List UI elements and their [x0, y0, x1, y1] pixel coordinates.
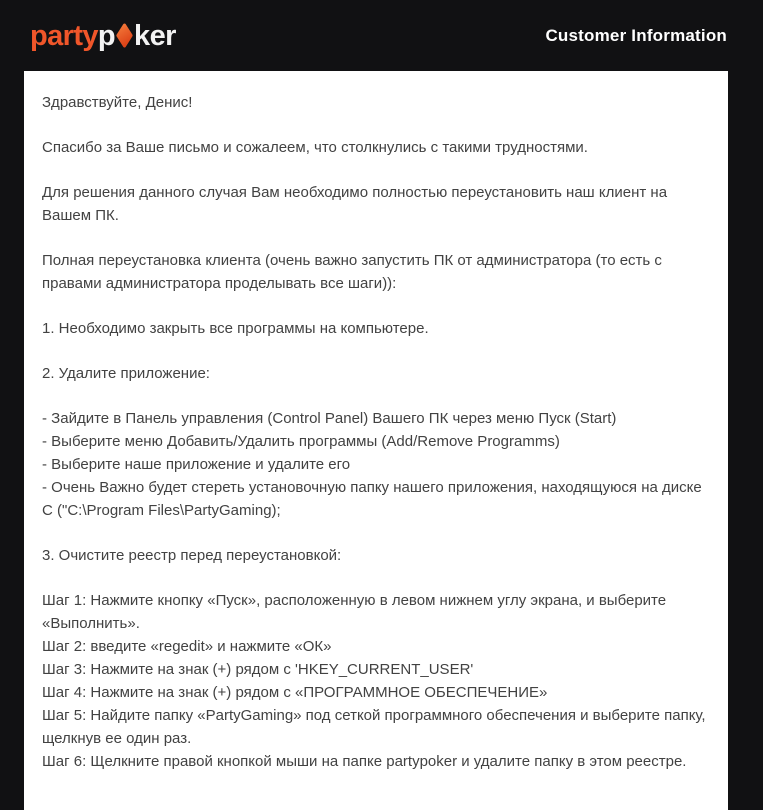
registry-step: Шаг 3: Нажмите на знак (+) рядом с 'HKEY_CURRENT_USER'	[42, 661, 474, 678]
message-card	[24, 71, 728, 810]
registry-step: Шаг 2: введите «regedit» и нажмите «ОК»	[42, 638, 332, 655]
paragraph-thanks: Спасибо за Ваше письмо и сожалеем, что столкнулись с такими трудностями.	[42, 139, 588, 156]
partypoker-logo[interactable]	[30, 20, 176, 51]
paragraph-solution: Для решения данного случая Вам необходимо полностью переустановить наш клиент на Вашем ПК.	[42, 184, 668, 224]
uninstall-line: - Очень Важно будет стереть установочную папку нашего приложения, находящуюся на диске C ("C:\Program Files\PartyGaming);	[42, 479, 702, 519]
registry-step: Шаг 4: Нажмите на знак (+) рядом с «ПРОГРАММНОЕ ОБЕСПЕЧЕНИЕ»	[42, 684, 548, 701]
registry-instructions	[42, 589, 712, 773]
header	[0, 0, 763, 71]
instruction-step-3: 3. Очистите реестр перед переустановкой:	[42, 547, 342, 564]
uninstall-line: - Зайдите в Панель управления (Control Panel) Вашего ПК через меню Пуск (Start)	[42, 410, 617, 427]
diamond-icon	[116, 23, 133, 48]
registry-step: Шаг 5: Найдите папку «PartyGaming» под сеткой программного обеспечения и выберите папку, щелкнув ее один раз.	[42, 707, 706, 747]
uninstall-instructions	[42, 407, 712, 522]
logo-text-party: party	[30, 20, 98, 52]
header-title: Customer Information	[545, 25, 727, 45]
logo-text-ker: ker	[134, 20, 176, 52]
instruction-step-2: 2. Удалите приложение:	[42, 365, 210, 382]
paragraph-reinstall-intro: Полная переустановка клиента (очень важно запустить ПК от администратора (то есть с правами администратора проделывать все шаги)):	[42, 252, 662, 292]
registry-step: Шаг 1: Нажмите кнопку «Пуск», расположенную в левом нижнем углу экрана, и выберите «Выполнить».	[42, 592, 667, 632]
logo-text-p: p	[97, 20, 116, 52]
uninstall-line: - Выберите меню Добавить/Удалить программы (Add/Remove Programms)	[42, 433, 560, 450]
instruction-step-1: 1. Необходимо закрыть все программы на компьютере.	[42, 320, 429, 337]
uninstall-line: - Выберите наше приложение и удалите его	[42, 456, 351, 473]
greeting-text: Здравствуйте, Денис!	[42, 94, 193, 111]
registry-step: Шаг 6: Щелкните правой кнопкой мыши на папке partypoker и удалите папку в этом реестре.	[42, 753, 687, 770]
